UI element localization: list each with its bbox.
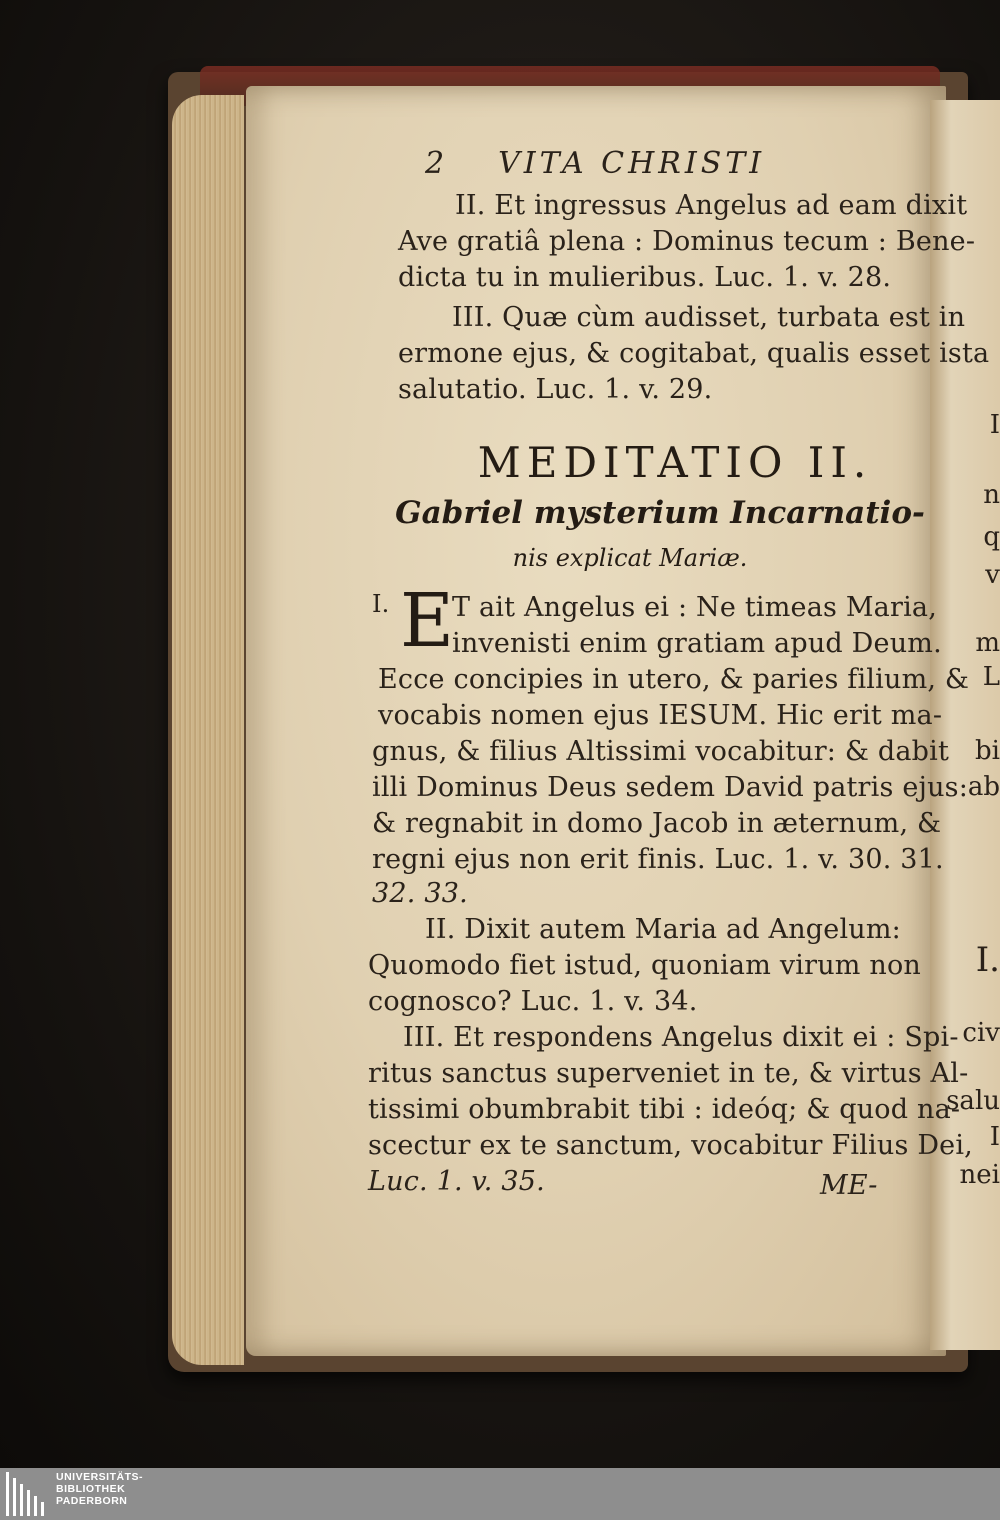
text-line: Luc. 1. v. 35. [368, 1166, 545, 1197]
meditation-subtitle: Gabriel mysterium Incarnatio- [395, 495, 925, 531]
fragment-text: n [983, 480, 1000, 510]
library-name [56, 1471, 143, 1507]
text-line: III. Et respondens Angelus dixit ei : Spi- [403, 1022, 959, 1053]
text-line: salutatio. Luc. 1. v. 29. [398, 374, 713, 405]
fragment-text: civ [962, 1018, 1000, 1048]
text-line: gnus, & filius Altissimi vocabitur: & dabit [372, 736, 950, 767]
text-line: regni ejus non erit finis. Luc. 1. v. 30. 31. [372, 844, 944, 875]
fragment-text: nei [959, 1160, 1000, 1190]
meditation-subtitle-line2: nis explicat Mariæ. [512, 544, 748, 572]
paragraph-number: I. [372, 590, 390, 618]
fragment-text: bi [975, 736, 1000, 766]
library-footer [0, 1468, 1000, 1520]
text-line: tissimi obumbrabit tibi : ideóq; & quod na- [368, 1094, 961, 1125]
text-line: illi Dominus Deus sedem David patris ejus: [372, 772, 969, 803]
fragment-text: salu [946, 1086, 1000, 1116]
text-line: cognosco? Luc. 1. v. 34. [368, 986, 698, 1017]
fragment-text: L [982, 662, 1000, 692]
fragment-text: v [985, 560, 1000, 590]
page-number: 2 [425, 146, 449, 181]
text-line: III. Quæ cùm audisset, turbata est in [452, 302, 966, 333]
text-line: Quomodo fiet istud, quoniam virum non [368, 950, 922, 981]
library-name-line3: PADERBORN [56, 1495, 128, 1507]
text-line: 32. 33. [372, 878, 468, 909]
text-line: Ave gratiâ plena : Dominus tecum : Bene- [398, 226, 976, 257]
text-line: T ait Angelus ei : Ne timeas Maria, [452, 592, 937, 623]
text-line: invenisti enim gratiam apud Deum. [452, 628, 942, 659]
fragment-text: q [983, 522, 1000, 552]
library-name-line2: BIBLIOTHEK [56, 1483, 126, 1495]
meditation-heading: MEDITATIO II. [477, 438, 873, 487]
text-line: II. Dixit autem Maria ad Angelum: [425, 914, 901, 945]
text-line: ermone ejus, & cogitabat, qualis esset ista [398, 338, 990, 369]
drop-cap: E [400, 578, 455, 664]
fragment-text: m [975, 628, 1000, 658]
running-header [425, 146, 925, 181]
text-line: & regnabit in domo Jacob in æternum, & [372, 808, 942, 839]
catchword: ME- [820, 1170, 878, 1201]
text-line: ritus sanctus superveniet in te, & virtus Al- [368, 1058, 969, 1089]
text-line: scectur ex te sanctum, vocabitur Filius Dei, [368, 1130, 973, 1161]
page-fore-edge [172, 95, 244, 1365]
fragment-text: I [989, 410, 1000, 440]
fragment-text: I. [975, 940, 1000, 980]
fragment-text: I [989, 1122, 1000, 1152]
text-line: II. Et ingressus Angelus ad eam dixit [455, 190, 968, 221]
text-line: vocabis nomen ejus IESUM. Hic erit ma- [378, 700, 943, 731]
running-title: VITA CHRISTI [498, 146, 766, 181]
text-line: dicta tu in mulieribus. Luc. 1. v. 28. [398, 262, 892, 293]
fragment-text: ab [967, 772, 1000, 802]
library-name-line1: UNIVERSITÄTS- [56, 1471, 144, 1483]
library-logo-icon [6, 1472, 50, 1516]
text-line: Ecce concipies in utero, & paries filium, & [378, 664, 970, 695]
